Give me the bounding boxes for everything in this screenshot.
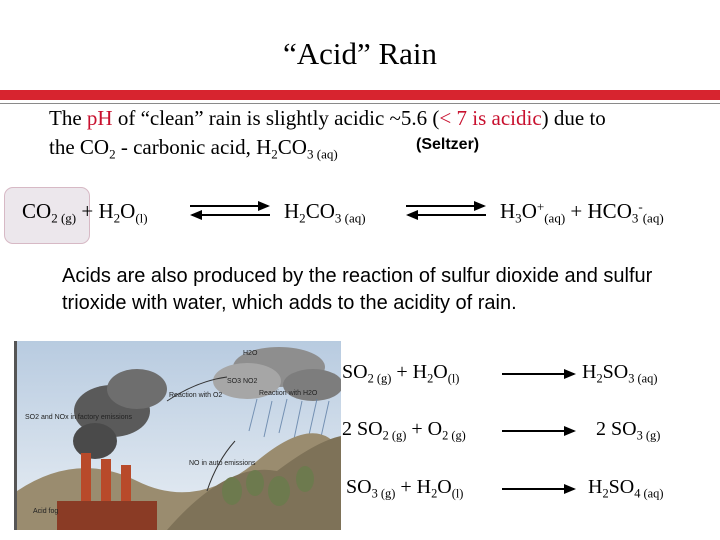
sulfur-paragraph: Acids are also produced by the reaction of sulfur dioxide and sulfur trioxide with water, which adds to the acidity of rain. (62, 265, 653, 314)
label-auto-emissions: NO in auto emissions (189, 460, 256, 467)
equation-h3o-hco3: $H_3O^+_{(aq)} + HCO_3^-_{(aq)}$ (500, 198, 664, 226)
label-reaction-o2: Reaction with O2 (169, 392, 223, 399)
reaction-2-arrow (500, 421, 578, 441)
equilibrium-arrow-2 (404, 200, 488, 220)
title-rule (0, 90, 720, 100)
equation-co2-h2o: $CO_{2 (g)} + H_2O_{(l)}$ (22, 199, 148, 226)
ph-term: pH (86, 106, 113, 130)
intro-text: The pH of “clean” rain is slightly acidic ~5.6 (< 7 is acidic) due to the $CO_2$ - carbonic acid, $H_2CO_{3 (aq)}$ (49, 106, 606, 162)
equation-h2co3: $H_2CO_{3 (aq)}$ (284, 199, 366, 226)
reaction-2-left: 2 $SO_{2 (g)} + O_{2 (g)}$ (342, 418, 466, 443)
label-h2o: H2O (243, 350, 258, 357)
seltzer-note: (Seltzer) (416, 136, 480, 153)
reaction-3-right: $H_2SO_{4 (aq)}$ (588, 476, 664, 501)
label-so3-no2: SO3 NO2 (227, 378, 258, 385)
equilibrium-arrow-1 (188, 200, 272, 220)
label-acid-fog: Acid fog (33, 508, 59, 515)
acidic-threshold: < 7 is acidic (439, 106, 542, 130)
slide-title: “Acid” Rain (282, 36, 438, 71)
label-reaction-h2o: Reaction with H2O (259, 390, 318, 397)
reaction-3-left: $SO_{3 (g)} + H_2O_{(l)}$ (346, 476, 464, 501)
reaction-1-arrow (500, 364, 578, 384)
reaction-1-right: $H_2SO_{3 (aq)}$ (582, 361, 658, 386)
reaction-2-right: 2 $SO_{3 (g)}$ (596, 418, 661, 443)
label-factory-emissions: SO2 and NOx in factory emissions (25, 414, 132, 421)
reaction-3-arrow (500, 479, 578, 499)
acid-rain-illustration (14, 341, 341, 530)
reaction-1-left: $SO_{2 (g)} + H_2O_{(l)}$ (342, 361, 460, 386)
